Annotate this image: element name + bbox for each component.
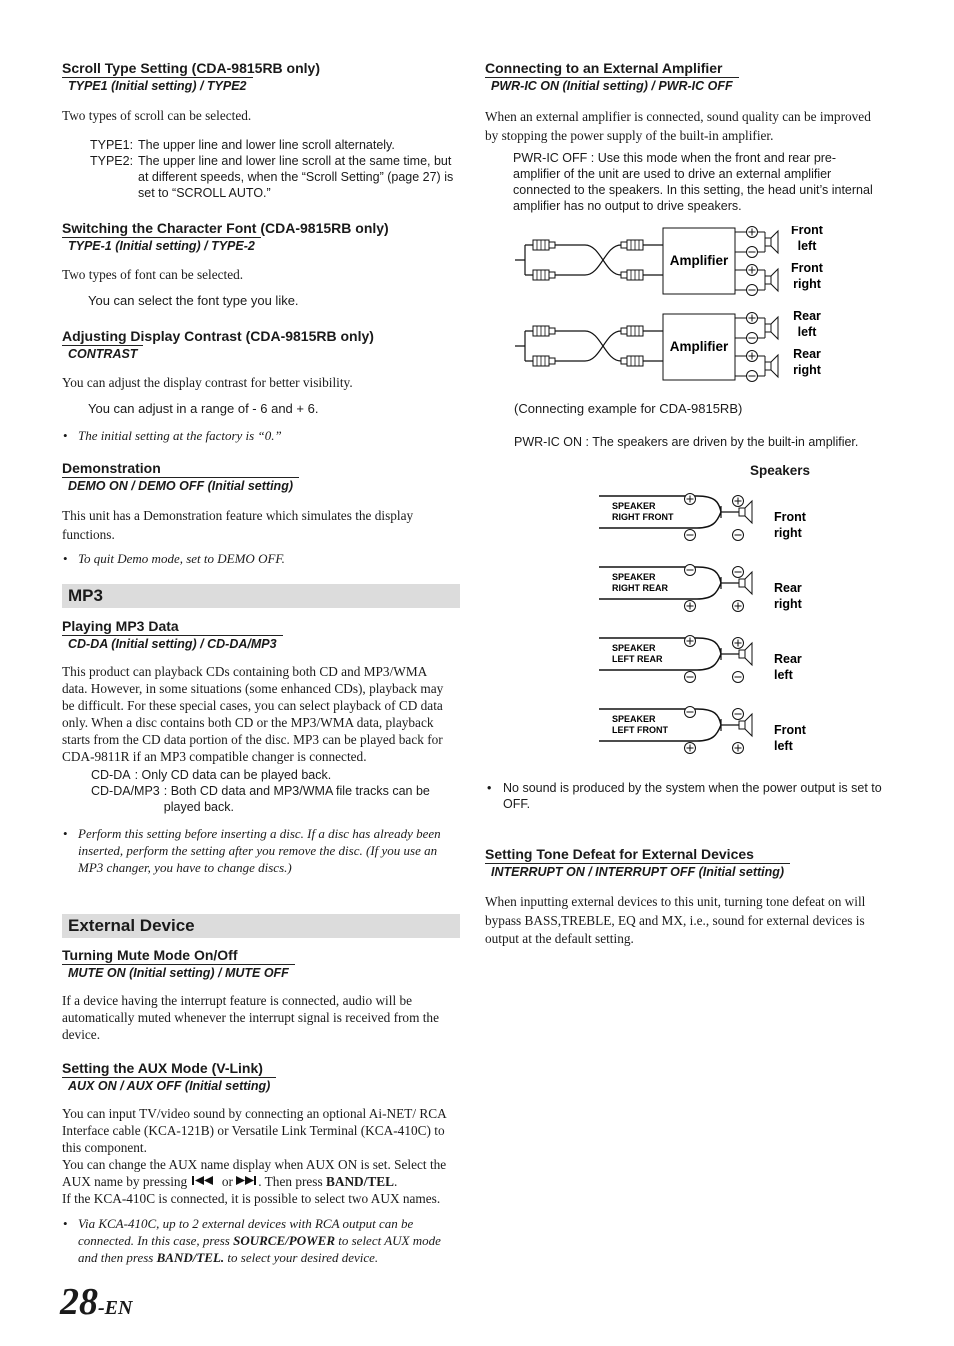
text: . — [393, 1174, 398, 1189]
note: • To quit Demo mode, set to DEMO OFF. — [62, 550, 454, 567]
speaker-position-label: Front — [791, 261, 823, 275]
speaker-position-label: Front — [791, 226, 823, 237]
terminal-label: RIGHT FRONT — [612, 512, 674, 522]
terminal-label: SPEAKER — [612, 501, 656, 511]
type-definitions — [62, 137, 454, 201]
previous-track-icon — [191, 1175, 219, 1186]
font-section — [62, 220, 454, 309]
section-title: Setting the AUX Mode (V-Link) — [62, 1060, 263, 1076]
speaker-position-label: right — [793, 277, 821, 291]
speaker-position-label: left — [797, 325, 817, 339]
section-options: AUX ON / AUX OFF (Initial setting) — [62, 1077, 276, 1094]
speaker-cone — [745, 572, 752, 594]
section-title: Turning Mute Mode On/Off — [62, 947, 238, 963]
section-title: Demonstration — [62, 460, 161, 476]
plug-tip — [549, 272, 555, 278]
definition-row — [91, 767, 454, 783]
intro-text: If a device having the interrupt feature is connected, audio will be automatically muted whenever the interrupt signal is received from the device. — [62, 993, 439, 1042]
diagram-caption: (Connecting example for CDA-9815RB) — [514, 401, 743, 416]
plus-terminal-icon — [733, 601, 744, 612]
speaker-wire — [697, 638, 721, 670]
plus-terminal-icon — [685, 743, 696, 754]
plus-terminal-icon — [685, 636, 696, 647]
definition-desc: : Only CD data can be played back. — [134, 768, 332, 782]
mode-definitions — [62, 767, 454, 815]
terminal-label: SPEAKER — [612, 643, 656, 653]
speaker-wire — [697, 567, 721, 599]
definition-desc: The upper line and lower line scroll at the same time, but at different speeds, when the “Scroll Setting” (page 27) is set to “SCROLL AUTO.” — [138, 154, 454, 200]
speaker-cone — [771, 269, 778, 291]
speaker-wire — [697, 709, 721, 741]
intro-text: This unit has a Demonstration feature which simulates the display functions. — [62, 508, 414, 542]
text: to select AUX mode and then press — [78, 1233, 441, 1265]
plug-tip — [549, 328, 555, 334]
rca-plug-icon — [533, 270, 555, 280]
next-track-icon — [236, 1175, 258, 1186]
plus-terminal-icon — [685, 601, 696, 612]
speaker-position-label: Rear — [774, 581, 802, 595]
definition-term: CD-DA — [91, 768, 131, 782]
demo-section — [62, 460, 454, 567]
terminal-label: RIGHT REAR — [612, 583, 668, 593]
rca-plug-icon — [621, 326, 643, 336]
amplifier-group — [515, 226, 824, 296]
section-options: INTERRUPT ON / INTERRUPT OFF (Initial setting) — [485, 863, 790, 880]
plug-tip — [549, 242, 555, 248]
section-options: MUTE ON (Initial setting) / MUTE OFF — [62, 964, 295, 981]
speaker-position-label: Rear — [793, 309, 821, 323]
speaker-position-label: Rear — [793, 347, 821, 361]
text: . Then press — [258, 1174, 323, 1189]
minus-terminal-icon — [747, 247, 758, 258]
speaker-magnet — [739, 721, 745, 729]
section-title: Scroll Type Setting (CDA-9815RB only) — [62, 60, 321, 76]
definition-desc: : Both CD data and MP3/WMA file tracks can be played back. — [163, 784, 430, 814]
terminal-label: LEFT FRONT — [612, 725, 668, 735]
minus-terminal-icon — [747, 333, 758, 344]
term: PWR-IC OFF — [513, 151, 588, 165]
intro-text: You can adjust the display contrast for better visibility. — [62, 375, 353, 390]
plus-terminal-icon — [747, 313, 758, 324]
speaker-wiring-diagram — [597, 492, 837, 772]
paragraph: You can input TV/video sound by connecting an optional Ai-NET/ RCA Interface cable (KCA-121B) or Versatile Link Terminal (KCA-410C) to this component. — [62, 1106, 446, 1155]
intro-text: This product can playback CDs containing both CD and MP3/WMA data. However, in some situations (some enhanced CDs), playback may be difficult. For these special cases, you can select playback of CD data only. When a disc contains both CD or the MP3/WMA data, playback starts from the CD data portion of the disc. MP3 can be played back for CDA-9811R if an MP3 compatible changer is connected. — [62, 664, 444, 764]
section-options: DEMO ON / DEMO OFF (Initial setting) — [62, 477, 299, 494]
speaker-position-label: Front — [774, 510, 806, 524]
text: to select your desired device. — [227, 1250, 379, 1265]
speaker-position-label: Rear — [774, 652, 802, 666]
minus-terminal-icon — [747, 285, 758, 296]
definition-desc: The upper line and lower line scroll alternately. — [138, 138, 395, 152]
mp3-section — [62, 618, 454, 876]
text: or — [221, 1174, 233, 1189]
mute-section — [62, 947, 454, 1043]
speaker-icon — [765, 355, 778, 377]
page-number-value: 28 — [60, 1281, 98, 1323]
rca-plug-icon — [621, 240, 643, 250]
term: PWR-IC ON — [514, 435, 583, 449]
note: • The initial setting at the factory is “0.” — [62, 427, 454, 444]
paragraph: If the KCA-410C is connected, it is possible to select two AUX names. — [62, 1191, 441, 1206]
note — [62, 1215, 454, 1266]
text: You can change the AUX name display when AUX ON is set. Select the AUX name by pressing — [62, 1157, 447, 1189]
detail-text: You can adjust in a range of - 6 and + 6. — [88, 401, 319, 416]
plug-tip — [621, 328, 627, 334]
aux-section — [62, 1060, 454, 1266]
speaker-position-label: right — [793, 363, 821, 377]
minus-terminal-icon — [733, 709, 744, 720]
intro-text: Two types of font can be selected. — [62, 267, 244, 282]
pwr-ic-on-text — [514, 434, 884, 450]
plus-terminal-icon — [685, 494, 696, 505]
desc: : The speakers are driven by the built-in amplifier. — [585, 435, 859, 449]
scroll-type-section — [62, 60, 454, 201]
section-options: TYPE-1 (Initial setting) / TYPE-2 — [62, 237, 261, 254]
amp-input-wire — [643, 331, 663, 361]
speaker-position-label: Front — [774, 723, 806, 737]
speaker-icon — [765, 317, 778, 339]
terminal-label: LEFT REAR — [612, 654, 663, 664]
speaker-position-label: right — [774, 597, 802, 611]
definition-row — [90, 137, 454, 153]
section-options: CD-DA (Initial setting) / CD-DA/MP3 — [62, 635, 283, 652]
amplifier-connection-diagram — [513, 226, 873, 392]
definition-row — [90, 153, 454, 201]
speaker-wiring-row — [599, 636, 802, 683]
page-number-suffix: -EN — [98, 1297, 133, 1319]
rca-cable — [555, 331, 621, 361]
section-title: Connecting to an External Amplifier — [485, 60, 723, 76]
note: • Perform this setting before inserting a disc. If a disc has already been inserted, perform the setting after you remove the disc. (If you use an MP3 changer, you have to change discs.) — [62, 825, 454, 876]
rca-plug-icon — [621, 356, 643, 366]
speakers-title: Speakers — [750, 463, 811, 478]
key-label: BAND/TEL. — [156, 1250, 225, 1265]
minus-terminal-icon — [685, 707, 696, 718]
rca-plug-icon — [533, 326, 555, 336]
mp3-band: MP3 — [62, 584, 460, 608]
external-amplifier-section — [485, 60, 877, 214]
amplifier-label: Amplifier — [669, 339, 729, 354]
minus-terminal-icon — [685, 530, 696, 541]
speaker-cone — [745, 643, 752, 665]
minus-terminal-icon — [733, 567, 744, 578]
minus-terminal-icon — [733, 672, 744, 683]
plug-tip — [621, 358, 627, 364]
plus-terminal-icon — [747, 265, 758, 276]
plus-terminal-icon — [733, 743, 744, 754]
speaker-magnet — [765, 362, 771, 370]
speaker-magnet — [765, 324, 771, 332]
rca-plug-icon — [621, 270, 643, 280]
section-options: CONTRAST — [62, 345, 143, 362]
paragraph — [62, 1156, 454, 1190]
speaker-cone — [745, 714, 752, 736]
tone-defeat-section — [485, 846, 877, 949]
power-output-note: • No sound is produced by the system when the power output is set to OFF. — [485, 780, 895, 812]
minus-terminal-icon — [733, 530, 744, 541]
definition-term: TYPE2: — [90, 154, 134, 168]
page-number — [60, 1280, 132, 1324]
speaker-icon — [765, 231, 778, 253]
plus-terminal-icon — [733, 638, 744, 649]
section-options: PWR-IC ON (Initial setting) / PWR-IC OFF — [485, 77, 739, 94]
section-title: Playing MP3 Data — [62, 618, 179, 634]
input-wire — [515, 245, 533, 275]
speaker-cone — [771, 355, 778, 377]
rca-cable — [555, 245, 621, 275]
minus-terminal-icon — [685, 672, 696, 683]
minus-terminal-icon — [685, 565, 696, 576]
speaker-cone — [771, 231, 778, 253]
plus-terminal-icon — [747, 351, 758, 362]
desc: : Use this mode when the front and rear pre-amplifier of the unit are used to drive an external amplifier connected to the speakers. In this setting, the head unit’s internal amplifier has no output to drive speakers. — [513, 151, 873, 213]
plug-tip — [549, 358, 555, 364]
terminal-label: SPEAKER — [612, 572, 656, 582]
section-title: Switching the Character Font (CDA-9815RB only) — [62, 220, 389, 236]
speaker-position-label: left — [797, 239, 817, 253]
speaker-cone — [745, 501, 752, 523]
intro-text: When an external amplifier is connected, sound quality can be improved by stopping the power supply of the built-in amplifier. — [485, 109, 871, 143]
amplifier-label: Amplifier — [669, 253, 729, 268]
plug-tip — [621, 242, 627, 248]
speaker-magnet — [739, 508, 745, 516]
input-wire — [515, 331, 533, 361]
detail-text: You can select the font type you like. — [88, 293, 299, 308]
speaker-position-label: left — [774, 668, 793, 682]
speaker-wiring-row — [599, 565, 803, 612]
speaker-cone — [771, 317, 778, 339]
speaker-magnet — [739, 650, 745, 658]
terminal-label: SPEAKER — [612, 714, 656, 724]
amp-input-wire — [643, 245, 663, 275]
external-device-band: External Device — [62, 914, 460, 938]
key-label: SOURCE/POWER — [233, 1233, 335, 1248]
speaker-wire — [697, 496, 721, 528]
definition-term: CD-DA/MP3 — [91, 784, 160, 798]
definition-row — [91, 783, 454, 815]
definition-term: TYPE1: — [90, 138, 134, 152]
pwr-ic-off-text — [485, 150, 877, 214]
speaker-magnet — [739, 579, 745, 587]
rca-plug-icon — [533, 240, 555, 250]
rca-plug-icon — [533, 356, 555, 366]
speaker-magnet — [765, 238, 771, 246]
section-title: Setting Tone Defeat for External Devices — [485, 846, 754, 862]
plug-tip — [621, 272, 627, 278]
section-options: TYPE1 (Initial setting) / TYPE2 — [62, 77, 253, 94]
plus-terminal-icon — [747, 227, 758, 238]
speaker-wiring-row — [599, 494, 807, 541]
speaker-icon — [765, 269, 778, 291]
minus-terminal-icon — [747, 371, 758, 382]
text: Via KCA-410C, up to 2 external devices with RCA output can be connected. In this case, press — [78, 1216, 414, 1248]
plus-terminal-icon — [733, 496, 744, 507]
intro-text: Two types of scroll can be selected. — [62, 108, 252, 123]
amplifier-group — [515, 309, 822, 382]
key-label: BAND/TEL — [325, 1174, 394, 1189]
speaker-magnet — [765, 276, 771, 284]
speaker-position-label: right — [774, 526, 802, 540]
intro-text: When inputting external devices to this unit, turning tone defeat on will bypass BASS,TREBLE, EQ and MX, i.e., sound for external devices is output at the default setting. — [485, 894, 866, 946]
speaker-wiring-row — [599, 707, 807, 754]
section-title: Adjusting Display Contrast (CDA-9815RB only) — [62, 328, 374, 344]
speaker-position-label: left — [774, 739, 793, 753]
contrast-section — [62, 328, 454, 444]
